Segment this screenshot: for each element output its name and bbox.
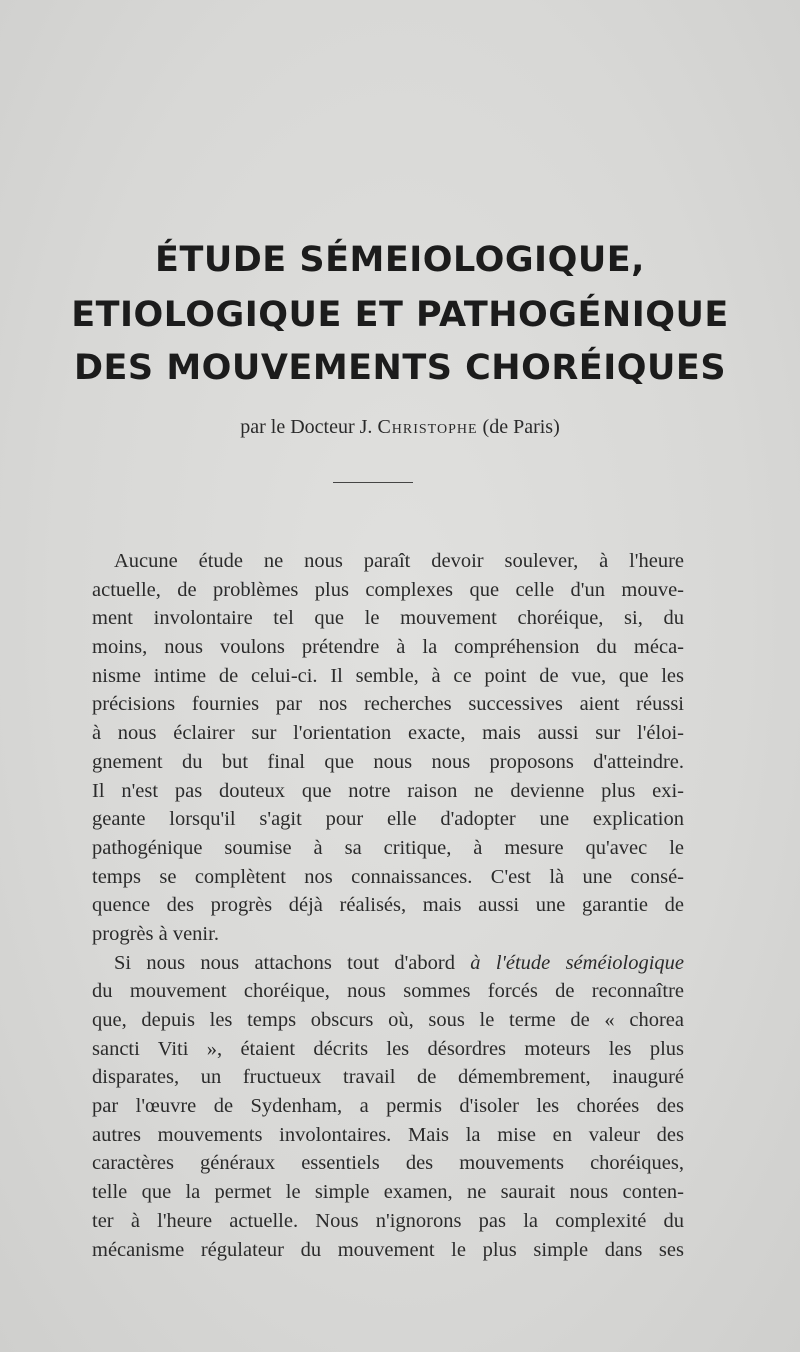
body-line-text: Si nous nous attachons tout d'abord — [114, 951, 471, 974]
body-line: temps se complètent nos connaissances. C'est là une consé- — [92, 865, 684, 888]
body-line: actuelle, de problèmes plus complexes que celle d'un mouve- — [92, 578, 684, 601]
body-line: Aucune étude ne nous paraît devoir soulever, à l'heure — [114, 550, 684, 572]
body-line: ment involontaire tel que le mouvement choréique, si, du — [92, 607, 684, 630]
italic-phrase: à l'étude séméiologique — [470, 951, 684, 974]
title-line-1: ÉTUDE SÉMEIOLOGIQUE, — [155, 240, 645, 280]
byline-prefix: par le Docteur J. — [240, 416, 378, 438]
body-line: disparates, un fructueux travail de démembrement, inauguré — [92, 1066, 684, 1089]
title-line-3: DES MOUVEMENTS CHORÉIQUES — [73, 348, 727, 388]
body-line: telle que la permet le simple examen, ne saurait nous conten- — [92, 1181, 684, 1204]
body-line: progrès à venir. — [92, 922, 219, 945]
byline-suffix: (de Paris) — [477, 416, 560, 438]
body-line: que, depuis les temps obscurs où, sous le terme de « chorea — [92, 1009, 684, 1031]
body-line: autres mouvements involontaires. Mais la mise en valeur des — [92, 1123, 684, 1146]
body-line: à nous éclairer sur l'orientation exacte, mais aussi sur l'éloi- — [92, 722, 684, 745]
body-line: mécanisme régulateur du mouvement le plus simple dans ses — [92, 1238, 684, 1261]
body-line: ter à l'heure actuelle. Nous n'ignorons pas la complexité du — [92, 1209, 684, 1232]
body-line: pathogénique soumise à sa critique, à mesure qu'avec le — [92, 836, 684, 859]
body-line: gnement du but final que nous nous proposons d'atteindre. — [92, 750, 684, 773]
body-line: par l'œuvre de Sydenham, a permis d'isoler les chorées des — [92, 1095, 684, 1118]
separator-rule — [333, 482, 413, 483]
author-name: Christophe — [377, 416, 478, 438]
body-line: geante lorsqu'il s'agit pour elle d'adopter une explication — [92, 808, 684, 831]
title-line-2: ETIOLOGIQUE ET PATHOGÉNIQUE — [71, 295, 729, 335]
body-line: quence des progrès déjà réalisés, mais aussi une garantie de — [92, 894, 684, 917]
body-line: Il n'est pas douteux que notre raison ne devienne plus exi- — [92, 779, 684, 802]
body-line: du mouvement choréique, nous sommes forcés de reconnaître — [92, 980, 684, 1003]
body-line: sancti Viti », étaient décrits les désordres moteurs les plus — [92, 1037, 684, 1060]
body-line: caractères généraux essentiels des mouvements choréiques, — [92, 1152, 684, 1175]
body-line: précisions fournies par nos recherches successives aient réussi — [92, 693, 684, 716]
article-body — [92, 547, 684, 1264]
body-line: moins, nous voulons prétendre à la compréhension du méca- — [92, 636, 684, 659]
author-byline — [0, 416, 800, 439]
body-line-mixed — [92, 949, 684, 978]
body-line: nisme intime de celui-ci. Il semble, à ce point de vue, que les — [92, 664, 684, 687]
